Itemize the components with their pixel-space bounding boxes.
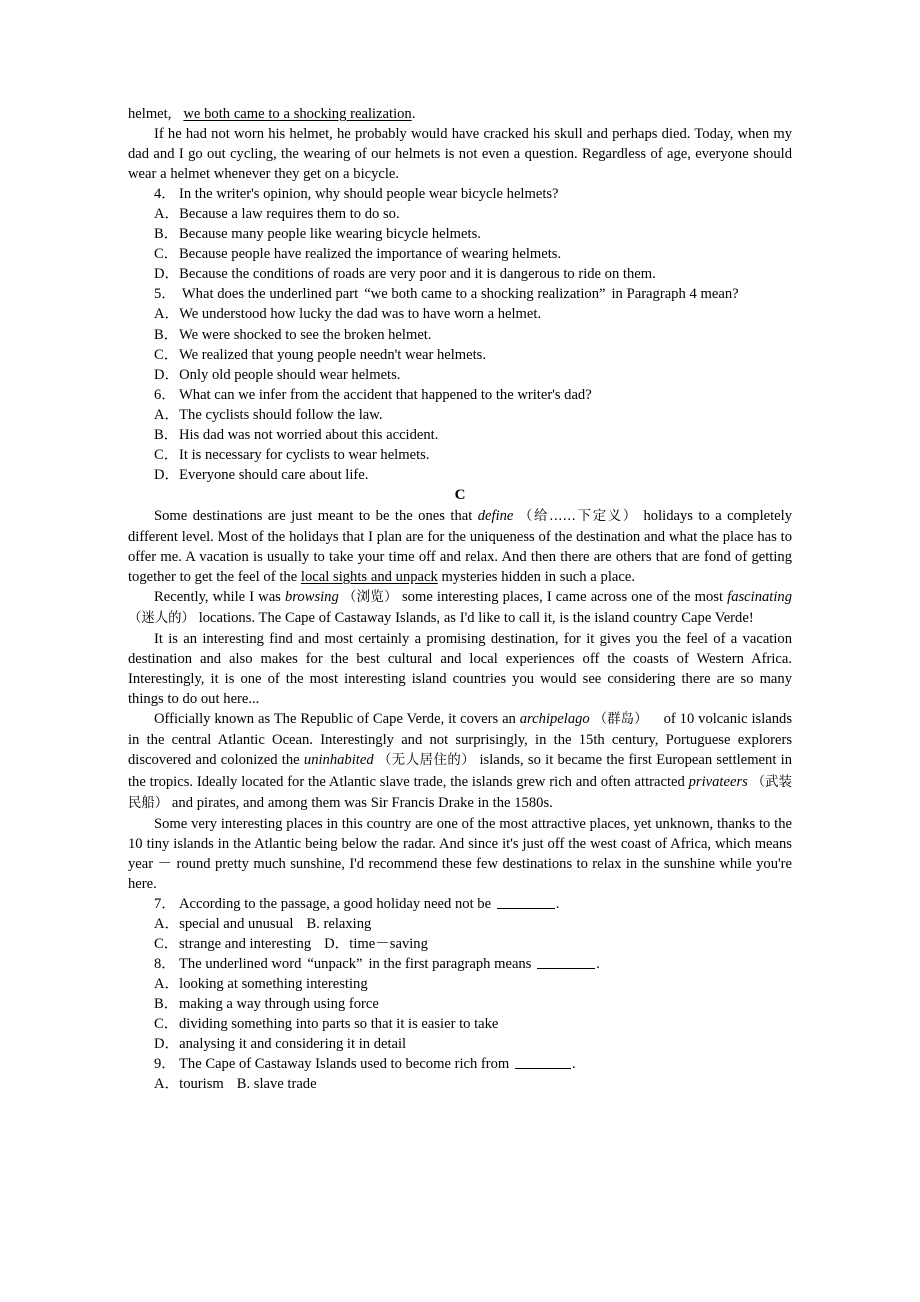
option-label: D．	[324, 935, 350, 952]
question-5-text-part2: in Paragraph 4 mean?	[611, 286, 739, 303]
question-6-number: 6．	[154, 386, 176, 403]
passage-c-paragraph-1	[128, 506, 792, 587]
question-8-option-c[interactable]	[128, 1014, 792, 1034]
question-8-option-d[interactable]	[128, 1034, 792, 1054]
question-7-text: According to the passage, a good holiday need not be	[179, 895, 495, 912]
option-label: D．	[154, 466, 180, 483]
option-text: strange and interesting	[179, 935, 312, 952]
question-5-quote: “we both came to a shocking realization”	[364, 286, 606, 303]
italic-word-browsing: browsing	[284, 589, 339, 606]
question-6-option-b[interactable]	[128, 425, 792, 445]
option-text: tourism	[179, 1076, 224, 1093]
passage-c-paragraph-5: Some very interesting places in this country are one of the most attractive places, yet unknown, thanks to the 10 tiny islands in the Atlantic being below the radar. And since it's just off the west coast of Africa, which means year － round pretty much sunshine, I'd recommend these few destinations to relax in the sunshine while you're here.	[128, 815, 792, 892]
option-label: B.	[236, 1076, 251, 1093]
option-text: relaxing	[323, 915, 372, 932]
option-text: time－saving	[349, 935, 428, 952]
p4-tail: and pirates, and among them was Sir Francis Drake in the 1580s.	[168, 794, 553, 811]
option-label: B．	[154, 426, 179, 443]
p2-mid: some interesting places, I came across one of the most	[397, 589, 728, 606]
question-6-option-c[interactable]	[128, 445, 792, 465]
p1-mid: holidays to a completely different level. Most of the holidays that I plan are for the uniqueness of the destination and what the place has to offer me. A vacation is usually to take your time off and relax. And then there are others that are fond of getting together to get the feel of the	[128, 507, 793, 586]
option-text: It is necessary for cyclists to wear helmets.	[179, 446, 430, 463]
option-label: B.	[306, 915, 320, 932]
option-text: Only old people should wear helmets.	[179, 366, 401, 383]
option-text: His dad was not worried about this accident.	[179, 426, 439, 443]
option-label: D．	[154, 1036, 180, 1053]
option-text: We understood how lucky the dad was to have worn a helmet.	[179, 306, 542, 323]
question-5-number-text: 5．	[154, 286, 176, 303]
question-5-stem	[128, 284, 792, 304]
question-4-stem	[128, 184, 792, 204]
passage-b-paragraph: If he had not worn his helmet, he probably would have cracked his skull and perhaps died. Today, when my dad and I go out cycling, the wearing of our helmets is not even a question. Regardless of age, everyone should wear a helmet whenever they get on a bicycle.	[128, 126, 792, 183]
gloss-browsing: （浏览）	[342, 590, 398, 606]
section-heading-c: C	[454, 486, 466, 503]
passage-b-tail-line	[128, 104, 792, 124]
underlined-phrase-realization: we both came to a shocking realization	[183, 106, 412, 122]
gloss-uninhabited: （无人居住的）	[377, 753, 476, 769]
document-content	[128, 104, 792, 1094]
p2-pre: Recently, while I was	[154, 589, 285, 606]
question-8-number: 8．	[154, 955, 176, 972]
period-after-underline: .	[411, 106, 416, 122]
italic-word-fascinating: fascinating	[727, 589, 793, 606]
question-8-stem	[128, 954, 792, 974]
question-7-option-row-2[interactable]	[128, 934, 792, 954]
option-label: C．	[154, 1016, 179, 1033]
option-text: Everyone should care about life.	[179, 466, 369, 483]
option-label: A．	[154, 1076, 180, 1093]
option-text: making a way through using force	[179, 996, 379, 1013]
p4-mid2: islands, so it became the first European settlement in the tropics. Ideally located for the Atlantic slave trade, the islands grew rich and often attracted	[128, 752, 792, 790]
gloss-privateers: （武装民船）	[128, 774, 793, 811]
passage-c-paragraph-3: It is an interesting find and most certainly a promising destination, for it gives you the feel of a vacation destination and also makes for the best cultural and local experiences off the coasts of Western Africa. Interestingly, it is one of the most interesting island countries you would see considering there are so many things to do out here...	[128, 631, 792, 708]
answer-blank[interactable]	[537, 956, 595, 969]
p1-pre: Some destinations are just meant to be the ones that	[154, 507, 478, 524]
option-label: C．	[154, 446, 179, 463]
option-text: Because many people like wearing bicycle helmets.	[179, 226, 481, 243]
option-label: A．	[154, 915, 180, 932]
underlined-phrase-local-sights: local sights and unpack	[300, 569, 438, 586]
question-8-quote: “unpack”	[307, 955, 363, 972]
question-6-stem	[128, 385, 792, 405]
question-8-text-mid: in the first paragraph means	[368, 955, 536, 972]
question-6-option-d[interactable]	[128, 465, 792, 485]
question-4-option-d[interactable]	[128, 264, 792, 284]
question-9-number: 9．	[154, 1056, 176, 1073]
question-5-option-c[interactable]	[128, 345, 792, 365]
question-6-text: What can we infer from the accident that happened to the writer's dad?	[179, 386, 592, 403]
option-label: C．	[154, 346, 179, 363]
question-4-option-a[interactable]	[128, 204, 792, 224]
option-text: analysing it and considering it in detail	[179, 1036, 407, 1053]
option-label: B．	[154, 326, 179, 343]
question-5-option-a[interactable]	[128, 304, 792, 324]
question-6-option-a[interactable]	[128, 405, 792, 425]
gloss-define: （给……下定义）	[518, 508, 639, 524]
option-label: B．	[154, 996, 179, 1013]
question-5-option-d[interactable]	[128, 365, 792, 385]
question-9-period: .	[571, 1056, 576, 1073]
option-label: A．	[154, 975, 180, 992]
gloss-fascinating: （迷人的）	[128, 611, 195, 627]
gloss-archipelago: （群岛）	[593, 712, 648, 728]
option-label: B．	[154, 226, 179, 243]
option-text: Because a law requires them to do so.	[179, 206, 400, 223]
question-4-number: 4．	[154, 186, 176, 203]
question-5-option-b[interactable]	[128, 325, 792, 345]
passage-c-paragraph-4	[128, 709, 792, 813]
option-text: We realized that young people needn't wear helmets.	[179, 346, 486, 363]
question-8-option-b[interactable]	[128, 994, 792, 1014]
question-7-stem	[128, 894, 792, 914]
option-text: The cyclists should follow the law.	[179, 406, 383, 423]
question-4-text: In the writer's opinion, why should people wear bicycle helmets?	[179, 186, 559, 203]
option-label: C．	[154, 246, 179, 263]
answer-blank[interactable]	[515, 1056, 571, 1069]
p1-tail: mysteries hidden in such a place.	[437, 569, 635, 586]
passage-c-paragraph-2	[128, 587, 792, 629]
italic-word-archipelago: archipelago	[519, 711, 590, 728]
answer-blank[interactable]	[497, 896, 555, 909]
option-text: Because the conditions of roads are very poor and it is dangerous to ride on them.	[179, 266, 656, 283]
question-9-text: The Cape of Castaway Islands used to become rich from	[179, 1056, 513, 1073]
option-label: A．	[154, 206, 180, 223]
question-8-period: .	[596, 955, 600, 972]
question-7-period: .	[555, 895, 560, 912]
p4-mid1: of 10 volcanic islands in the central Atlantic Ocean. Interestingly and not surprisingly, in the 15th century, Portuguese explorers discovered and colonized the	[128, 711, 793, 769]
question-9-stem	[128, 1054, 792, 1074]
p2-tail: locations. The Cape of Castaway Islands, as I'd like to call it, is the island country Cape Verde!	[194, 610, 754, 627]
italic-word-uninhabited: uninhabited	[303, 752, 374, 769]
option-label: D．	[154, 266, 180, 283]
italic-word-privateers: privateers	[688, 773, 748, 790]
option-label: C．	[154, 935, 179, 952]
option-text: looking at something interesting	[179, 975, 368, 992]
option-text: special and unusual	[179, 915, 294, 932]
question-7-number: 7．	[154, 895, 176, 912]
option-label: A．	[154, 406, 180, 423]
option-text: We were shocked to see the broken helmet.	[179, 326, 432, 343]
question-9-option-row-1[interactable]	[128, 1074, 792, 1094]
question-4-option-c[interactable]	[128, 244, 792, 264]
question-7-option-row-1[interactable]	[128, 914, 792, 934]
option-label: D．	[154, 366, 180, 383]
italic-word-define: define	[477, 507, 514, 524]
option-text: slave trade	[253, 1076, 317, 1093]
question-8-text-pre: The underlined word	[179, 955, 302, 972]
question-8-option-a[interactable]	[128, 974, 792, 994]
option-label: A．	[154, 306, 180, 323]
option-text: Because people have realized the importance of wearing helmets.	[179, 246, 562, 263]
question-5-text-part1: What does the underlined part	[181, 286, 359, 303]
option-text: dividing something into parts so that it is easier to take	[179, 1016, 499, 1033]
helmet-prefix-text: helmet,	[128, 106, 172, 122]
question-4-option-b[interactable]	[128, 224, 792, 244]
p4-pre: Officially known as The Republic of Cape Verde, it covers an	[154, 711, 520, 728]
